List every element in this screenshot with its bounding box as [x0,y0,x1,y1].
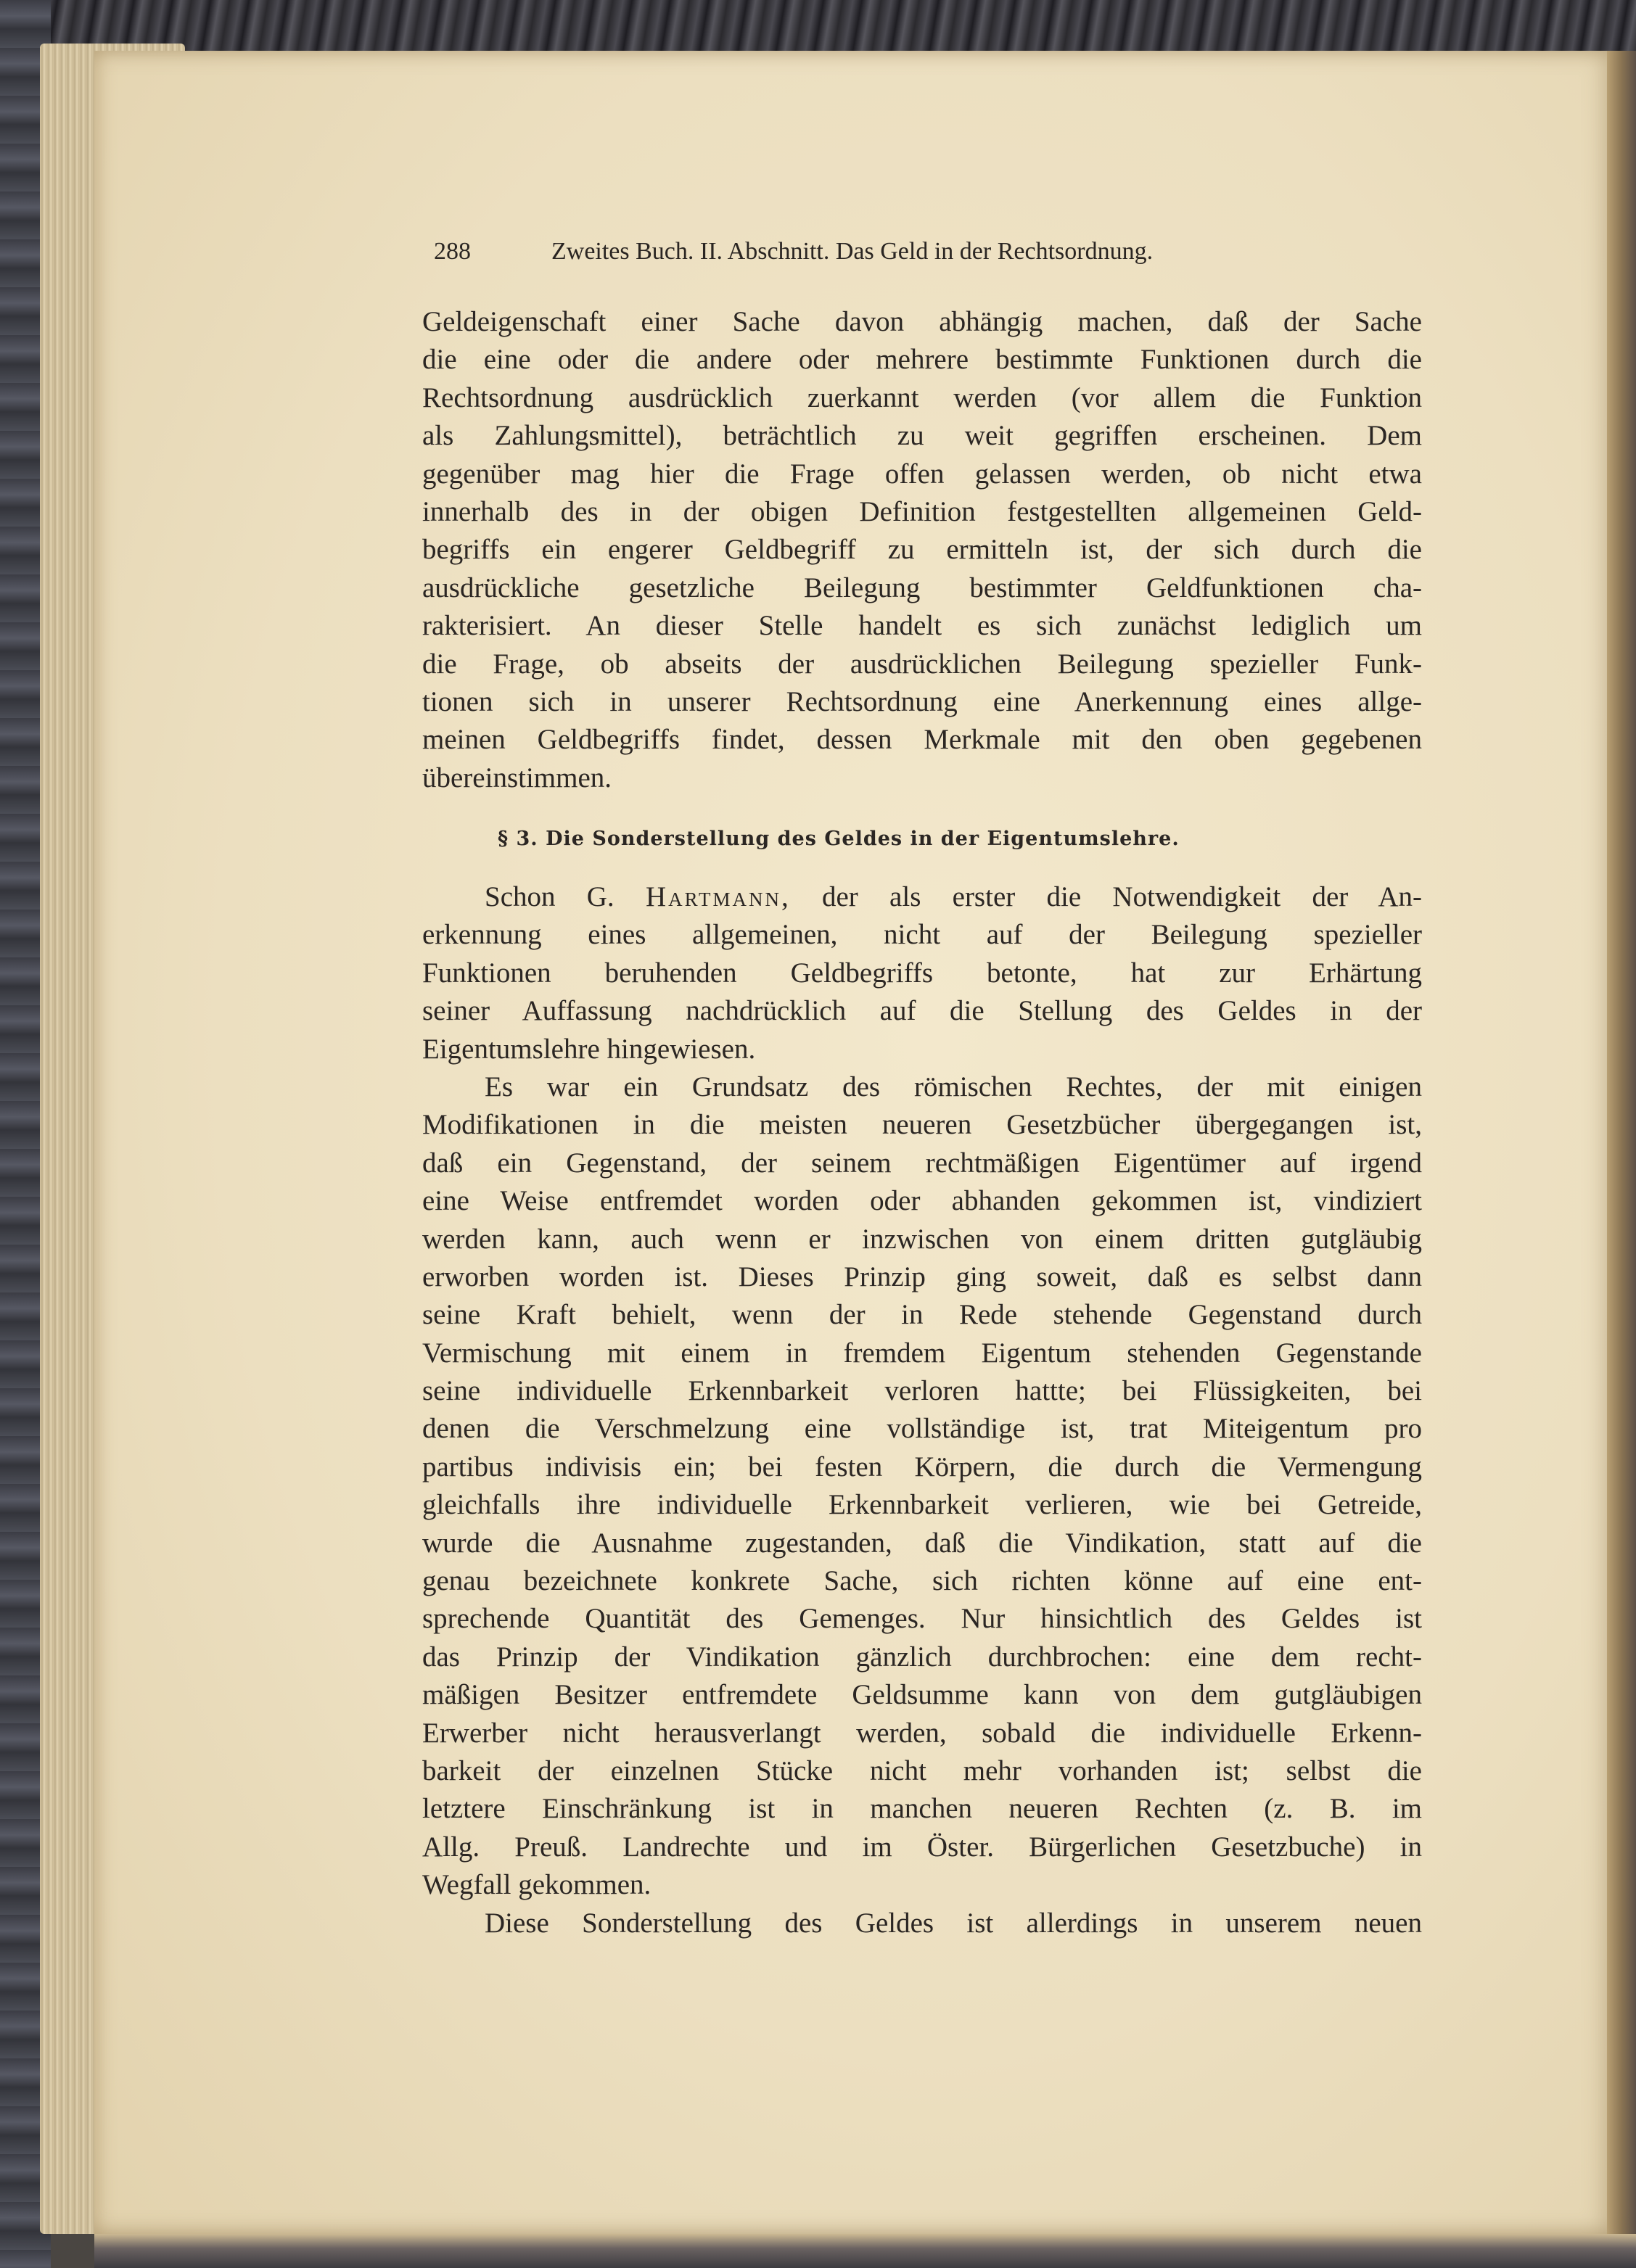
text-line: seine Kraft behielt, wenn der in Rede stehende Gegenstand durch [422,1299,1422,1331]
text-line: Wegfall gekommen. [422,1869,651,1901]
page-bottom-edge [94,2234,1636,2268]
page-number: 288 [434,238,471,265]
text-line: wurde die Ausnahme zugestanden, daß die Vindikation, statt auf die [422,1527,1422,1559]
text-line: eine Weise entfremdet worden oder abhanden gekommen ist, vindiziert [422,1185,1422,1217]
text-line: als Zahlungsmittel), beträchtlich zu weit gegriffen erscheinen. Dem [422,420,1422,452]
text-line: gleichfalls ihre individuelle Erkennbarkeit verlieren, wie bei Getreide, [422,1489,1422,1521]
text-line: übereinstimmen. [422,762,612,793]
text-line: Erwerber nicht herausverlangt werden, sobald die individuelle Erkenn- [422,1717,1422,1749]
text-line: Vermischung mit einem in fremdem Eigentum stehenden Gegenstande [422,1337,1422,1369]
text-line: sprechende Quantität des Gemenges. Nur hinsichtlich des Geldes ist [422,1603,1422,1635]
text-line: meinen Geldbegriffs findet, dessen Merkmale mit den oben gegebenen [422,724,1422,756]
text-run: Schon G. [485,881,614,912]
text-line: seiner Auffassung nachdrücklich auf die Stellung des Geldes in der [422,995,1422,1027]
text-line: seine individuelle Erkennbarkeit verloren hattte; bei Flüssigkeiten, bei [422,1375,1422,1407]
paragraph-1 [422,303,1422,797]
text-line: letztere Einschränkung ist in manchen neueren Rechten (z. B. im [422,1793,1422,1825]
text-line: Rechtsordnung ausdrücklich zuerkannt werden (vor allem die Funktion [422,382,1422,413]
text-line: genau bezeichnete konkrete Sache, sich richten könne auf eine ent- [422,1565,1422,1597]
running-title: Zweites Buch. II. Abschnitt. Das Geld in der Rechtsordnung. [551,238,1154,265]
text-line: Geldeigenschaft einer Sache davon abhängig machen, daß der Sache [422,306,1422,337]
text-line: tionen sich in unserer Rechtsordnung eine Anerkennung eines allge- [422,685,1422,717]
text-line: Modifikationen in die meisten neueren Gesetzbücher übergegangen ist, [422,1109,1422,1141]
text-line: rakterisiert. An dieser Stelle handelt es sich zunächst lediglich um [422,610,1422,642]
page-header [434,238,1333,274]
text-line: Funktionen beruhenden Geldbegriffs betonte, hat zur Erhärtung [422,957,1422,989]
text-line: mäßigen Besitzer entfremdete Geldsumme kann von dem gutgläubigen [422,1679,1422,1711]
text-line: gegenüber mag hier die Frage offen gelassen werden, ob nicht etwa [422,458,1422,490]
text-line: innerhalb des in der obigen Definition festgestellten allgemeinen Geld- [422,495,1422,527]
text-line: denen die Verschmelzung eine vollständige ist, trat Miteigentum pro [422,1413,1422,1445]
text-line: Allg. Preuß. Landrechte und im Öster. Bürgerlichen Gesetzbuche) in [422,1831,1422,1863]
text-line: ausdrückliche gesetzliche Beilegung bestimmter Geldfunktionen cha- [422,572,1422,603]
text-line: barkeit der einzelnen Stücke nicht mehr vorhanden ist; selbst die [422,1754,1422,1786]
body-text [422,878,1422,1942]
text-line: werden kann, auch wenn er inzwischen von einem dritten gutgläubig [422,1223,1422,1255]
text-line: Eigentumslehre hingewiesen. [422,1033,756,1065]
text-line [422,878,1422,916]
text-line: die eine oder die andere oder mehrere bestimmte Funktionen durch die [422,344,1422,376]
text-line: daß ein Gegenstand, der seinem rechtmäßigen Eigentümer auf irgend [422,1147,1422,1179]
text-line: begriffs ein engerer Geldbegriff zu ermitteln ist, der sich durch die [422,534,1422,566]
text-line: Diese Sonderstellung des Geldes ist allerdings in unserem neuen [485,1907,1422,1939]
text-line: die Frage, ob abseits der ausdrücklichen Beilegung spezieller Funk- [422,648,1422,680]
book-gutter [1607,51,1636,2234]
section-heading: § 3. Die Sonderstellung des Geldes in der Eigentumslehre. [498,828,1180,850]
text-line: Es war ein Grundsatz des römischen Rechtes, der mit einigen [485,1071,1422,1102]
author-name: Hartmann, [645,881,791,912]
text-line: erworben worden ist. Dieses Prinzip ging soweit, daß es selbst dann [422,1261,1422,1292]
text-line: partibus indivisis ein; bei festen Körpern, die durch die Vermengung [422,1451,1422,1483]
text-line: erkennung eines allgemeinen, nicht auf der Beilegung spezieller [422,919,1422,951]
text-run: der als erster die Notwendigkeit der An- [822,881,1422,912]
text-line: das Prinzip der Vindikation gänzlich durchbrochen: eine dem recht- [422,1641,1422,1673]
